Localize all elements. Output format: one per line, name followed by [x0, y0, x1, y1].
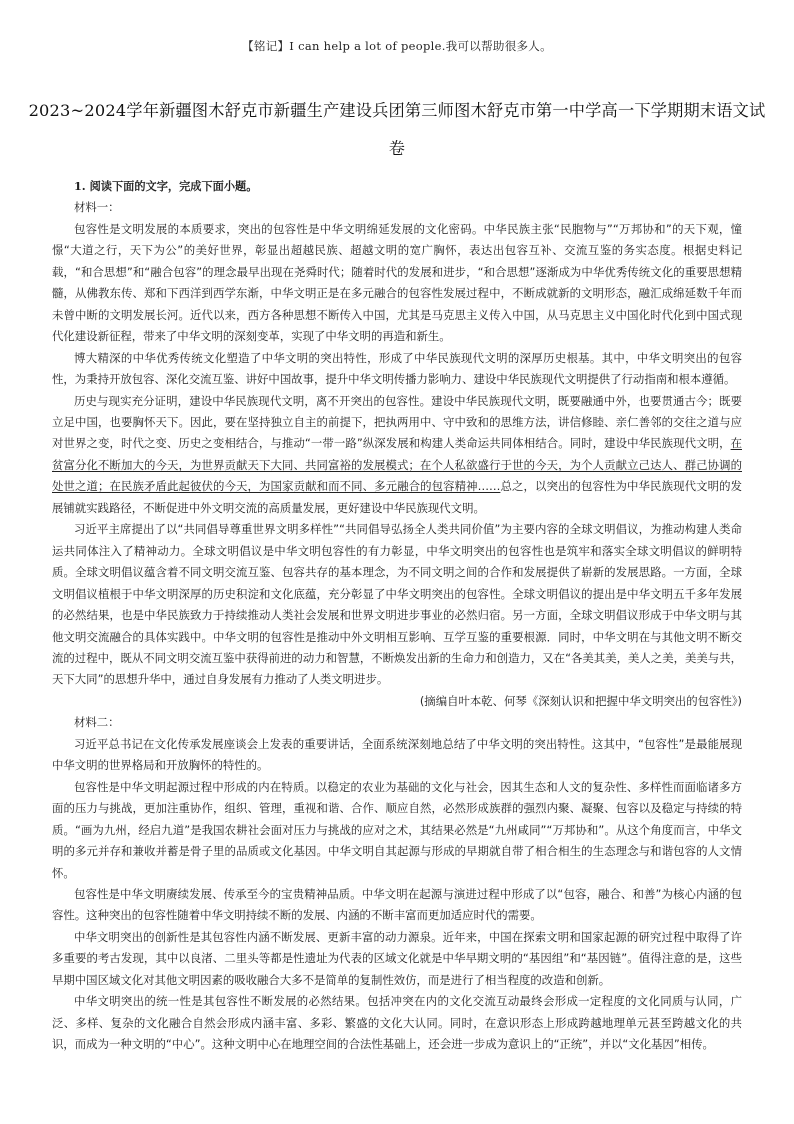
material-2-paragraph-4: 中华文明突出的创新性是其包容性内涵不断发展、更新丰富的动力源泉。近年来，中国在探索文明和国家起源的研究过程中取得了许多重要的考古发现，其中以良渚、二里头等都是性遗址为代表的区域文化就是中华早期文明的“基因组”和“基因链”。值得注意的是，这些早期中国区域文化对其他文明因素的吸收融合大多不是简单的复制性效仿，而是进行了相当程度的改造和创新。 [52, 929, 742, 987]
material-1-paragraph-4: 习近平主席提出了以“共同倡导尊重世界文明多样性”“共同倡导弘扬全人类共同价值”为主要内容的全球文明倡议，为推动构建人类命运共同体注入了精神动力。全球文明倡议是中华文明包容性的有力彰显，中华文明突出的包容性也是筑牢和落实全球文明倡议的鲜明特质。全球文明倡议蕴含着不同文明交流互鉴、包容共存的基本理念，为不同文明之间的合作和发展提供了崭新的发展思路。一方面，全球文明倡议植根于中华文明深厚的历史积淀和文化底蕴，充分彰显了中华文明突出的包容性。全球文明倡议的提出是中华文明五千多年发展的必然结果，也是中华民族致力于持续推动人类社会发展和世界文明进步事业的必然归宿。另一方面，全球文明倡议形成于中华文明与其他文明交流融合的具体实践中。中华文明的包容性是推动中外文明相互影响、互学互鉴的重要根源．同时，中华文明在与其他文明不断交流的过程中，既从不同文明交流互鉴中获得前进的动力和智慧，不断焕发出新的生命力和创造力，又在“各美其美，美人之美，美美与共，天下大同”的思想升华中，通过自身发展有力推动了人类文明进步。 [52, 522, 742, 687]
material-2-label: 材料二： [74, 715, 120, 730]
material-1-paragraph-3 [52, 391, 742, 520]
underlined-sentence: 在贫富分化不断加大的今天，为世界贡献天下大同、共同富裕的发展模式；在个人私欲盛行于世的今天，为个人贡献立己达人、群己协调的处世之道；在民族矛盾此起彼伏的今天，为国家贡献和而不同、多元融合的包容精神…… [52, 436, 742, 494]
reading-content [52, 176, 742, 1056]
material-2-paragraph-2: 包容性是中华文明起源过程中形成的内在特质。以稳定的农业为基础的文化与社会，因其生态和人文的复杂性、多样性而面临诸多方面的压力与挑战，更加注重协作，组织、管理，重视和谐、合作、顺应自然，必然形成族群的强烈内聚、凝聚、包容以及稳定与持续的特质。“画为九州，经启九道”是我国农耕社会面对压力与挑战的应对之术，其结果必然是“九州咸同”“万邦协和”。从这个角度而言，中华文明的多元并存和兼收并蓄是骨子里的品质或文化基因。中华文明自其起源与形成的早期就自带了相合相生的生态理念与和谐包容的人文情怀。 [52, 779, 742, 880]
header-motto: 【铭记】I can help a lot of people.我可以帮助很多人。 [242, 39, 552, 53]
material-1-paragraph-1: 包容性是文明发展的本质要求，突出的包容性是中华文明绵延发展的文化密码。中华民族主张“民胞物与”“万邦协和”的天下观，憧憬“大道之行，天下为公”的美好世界，彰显出超越民族、超越文明的宽广胸怀，表达出包容互补、交流互鉴的务实态度。根据史料记载，“和合思想”和“融合包容”的理念最早出现在尧舜时代；随着时代的发展和进步，“和合思想”逐渐成为中华优秀传统文化的重要思想精髓，从佛教东传、郑和下西洋到西学东渐，中华文明正是在多元融合的包容性发展过程中，不断成就新的文明形态，融汇成绵延数千年而未曾中断的文明发展长河。近代以来，西方各种思想不断传入中国，尤其是马克思主义传入中国，从马克思主义中国化时代化到中国式现代化建设新征程，带来了中华文明的深刻变革，实现了中华文明的再造和新生。 [52, 221, 742, 344]
material-1-paragraph-2: 博大精深的中华优秀传统文化塑造了中华文明的突出特性，形成了中华民族现代文明的深厚历史根基。其中，中华文明突出的包容性，为秉持开放包容、深化交流互鉴、讲好中国故事，提升中华文明传播力影响力、建设中华民族现代文明提供了行动指南和根本遵循。 [52, 350, 742, 387]
paragraph-3-text-b: 总之，以突出的包容性为中华民族现代文明的发展铺就实践路径，不断促进中外文明交流的高质量发展，更好建设中华民族现代文明。 [52, 479, 742, 515]
material-1-source: (摘编自叶本乾、何琴《深刻认识和把握中华文明突出的包容性》) [419, 693, 742, 708]
exam-title: 2023~2024学年新疆图木舒克市新疆生产建设兵团第三师图木舒克市第一中学高一下学期期末语文试卷 [28, 101, 766, 158]
paragraph-3-text-a: 历史与现实充分证明，建设中华民族现代文明，离不开突出的包容性。建设中华民族现代文明，既要融通中外，也要贯通古今；既要立足中国，也要胸怀天下。因此，要在坚持独立自主的前提下，把执两用中、守中致和的思维方法，讲信修睦、亲仁善邻的交往之道与应对世界之变，时代之变、历史之变相结合，与推动“一带一路”纵深发展和构建人类命运共同体相结合。同时，建设中华民族现代文明， [52, 393, 742, 451]
question-heading: 1. 阅读下面的文字，完成下面小题。 [74, 179, 258, 193]
material-2-paragraph-1: 习近平总书记在文化传承发展座谈会上发表的重要讲话，全面系统深刻地总结了中华文明的突出特性。这其中，“包容性”是最能展现中华文明的世界格局和开放胸怀的特性的。 [52, 736, 742, 773]
material-2-paragraph-5: 中华文明突出的统一性是其包容性不断发展的必然结果。包括冲突在内的文化交流互动最终会形成一定程度的文化同质与认同，广泛、多样、复杂的文化融合自然会形成内涵丰富、多彩、繁盛的文化大认同。同时，在意识形态上形成跨越地理单元甚至跨越文化的共识，而成为一种文明的“中心”。这种文明中心在地理空间的合法性基础上，还会进一步成为意识上的“正统”，并以“文化基因”相传。 [52, 994, 742, 1052]
material-1-label: 材料一： [74, 200, 120, 215]
material-2-paragraph-3: 包容性是中华文明赓续发展、传承至今的宝贵精神品质。中华文明在起源与演进过程中形成了以“包容，融合、和善”为核心内涵的包容性。这种突出的包容性随着中华文明持续不断的发展、内涵的不断丰富而更加适应时代的需要。 [52, 886, 742, 923]
